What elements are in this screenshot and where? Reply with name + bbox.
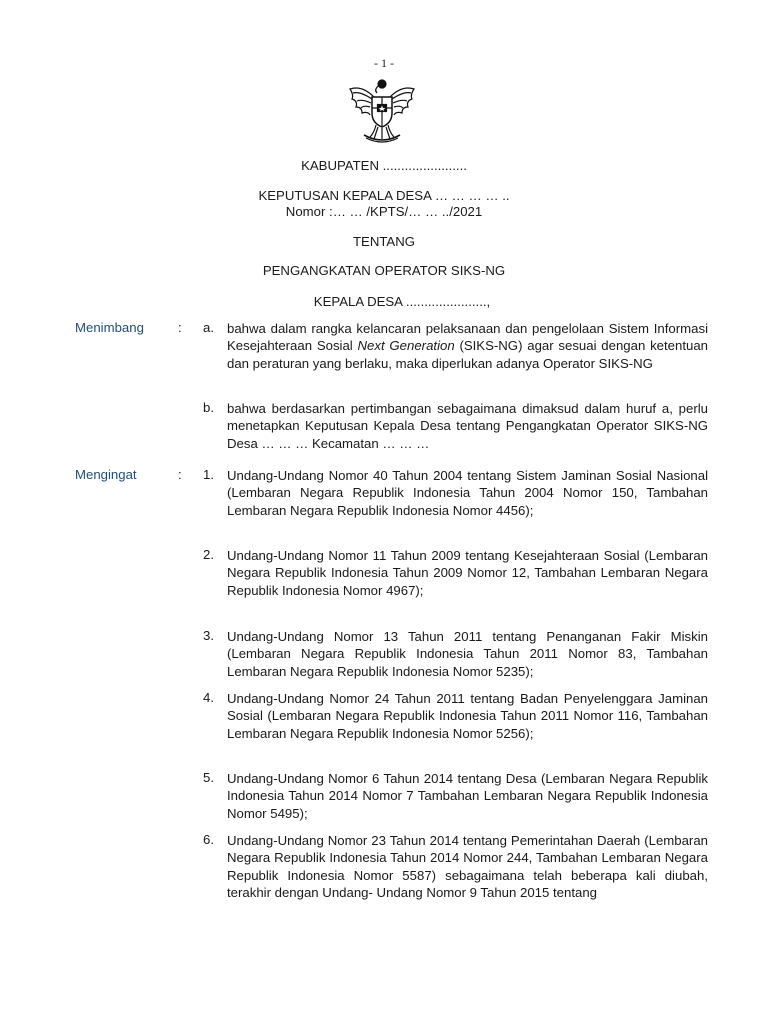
mengingat-item-3: Undang-Undang Nomor 13 Tahun 2011 tentang Penanganan Fakir Miskin (Lembaran Negara Republik Indonesia Tahun 2011 Nomor 83, Tambahan Lembaran Negara Republik Indonesia Nomor 5235); bbox=[227, 629, 708, 679]
mengingat-item-4: Undang-Undang Nomor 24 Tahun 2011 tentang Badan Penyelenggara Jaminan Sosial (Lembaran Negara Republik Indonesia Tahun 2011 Nomor 116, Tambahan Lembaran Negara Republik Indonesia Nomor 5256); bbox=[227, 691, 708, 741]
list-marker: 3. bbox=[203, 628, 214, 643]
garuda-emblem-icon bbox=[344, 75, 420, 145]
menimbang-item-a bbox=[227, 320, 708, 372]
mengingat-colon: : bbox=[178, 467, 182, 482]
mengingat-item-2: Undang-Undang Nomor 11 Tahun 2009 tentang Kesejahteraan Sosial (Lembaran Negara Republik Indonesia Tahun 2009 Nomor 12, Tambahan Lembaran Negara Republik Indonesia Nomor 4967); bbox=[227, 548, 708, 598]
menimbang-item-b: bahwa berdasarkan pertimbangan sebagaimana dimaksud dalam huruf a, perlu menetapkan Keputusan Kepala Desa tentang Pengangkatan Operator SIKS-NG Desa … … … Kecamatan … … … bbox=[227, 401, 708, 451]
list-marker: 5. bbox=[203, 770, 214, 785]
menimbang-colon: : bbox=[178, 320, 182, 335]
keputusan-title: KEPUTUSAN KEPALA DESA … … … … .. bbox=[258, 188, 510, 203]
kepala-desa-line: KEPALA DESA ......................, bbox=[313, 294, 491, 309]
list-marker: b. bbox=[203, 400, 214, 415]
decision-subject: PENGANGKATAN OPERATOR SIKS-NG bbox=[262, 263, 506, 278]
tentang-heading: TENTANG bbox=[352, 234, 416, 249]
list-marker: 2. bbox=[203, 547, 214, 562]
page-number: - 1 - bbox=[374, 56, 394, 70]
list-marker: 6. bbox=[203, 832, 214, 847]
list-marker: 1. bbox=[203, 467, 214, 482]
item-text: bahwa dalam rangka kelancaran pelaksanaan dan pengelolaan Sistem Informasi Kesejahteraan Sosial bbox=[227, 321, 708, 354]
list-marker: a. bbox=[203, 320, 214, 335]
mengingat-item-6: Undang-Undang Nomor 23 Tahun 2014 tentang Pemerintahan Daerah (Lembaran Negara Republik Indonesia Tahun 2014 Nomor 244, Tambahan Lembaran Negara Republik Indonesia Nomor 5587) sebagaimana telah beberapa kali diubah, terakhir dengan Undang- Undang Nomor 9 Tahun 2015 tentang bbox=[227, 833, 708, 901]
mengingat-item-5: Undang-Undang Nomor 6 Tahun 2014 tentang Desa (Lembaran Negara Republik Indonesia Tahun 2014 Nomor 7 Tambahan Lembaran Negara Republik Indonesia Nomor 5495); bbox=[227, 771, 708, 821]
mengingat-item-1: Undang-Undang Nomor 40 Tahun 2004 tentang Sistem Jaminan Sosial Nasional (Lembaran Negara Republik Indonesia Tahun 2004 Nomor 150, Tambahan Lembaran Negara Republik Indonesia Nomor 4456); bbox=[227, 468, 708, 518]
list-marker: 4. bbox=[203, 690, 214, 705]
nomor-line: Nomor :… … /KPTS/… … ../2021 bbox=[285, 204, 483, 219]
mengingat-label: Mengingat bbox=[75, 467, 137, 482]
menimbang-label: Menimbang bbox=[75, 320, 144, 335]
kabupaten-title: KABUPATEN ....................... bbox=[301, 158, 467, 173]
italic-term: Next Generation bbox=[357, 338, 455, 354]
item-text: (SIKS-NG) agar sesuai dengan ketentuan dan peraturan yang berlaku, maka diperlukan adanya Operator SIKS-NG bbox=[227, 338, 709, 371]
